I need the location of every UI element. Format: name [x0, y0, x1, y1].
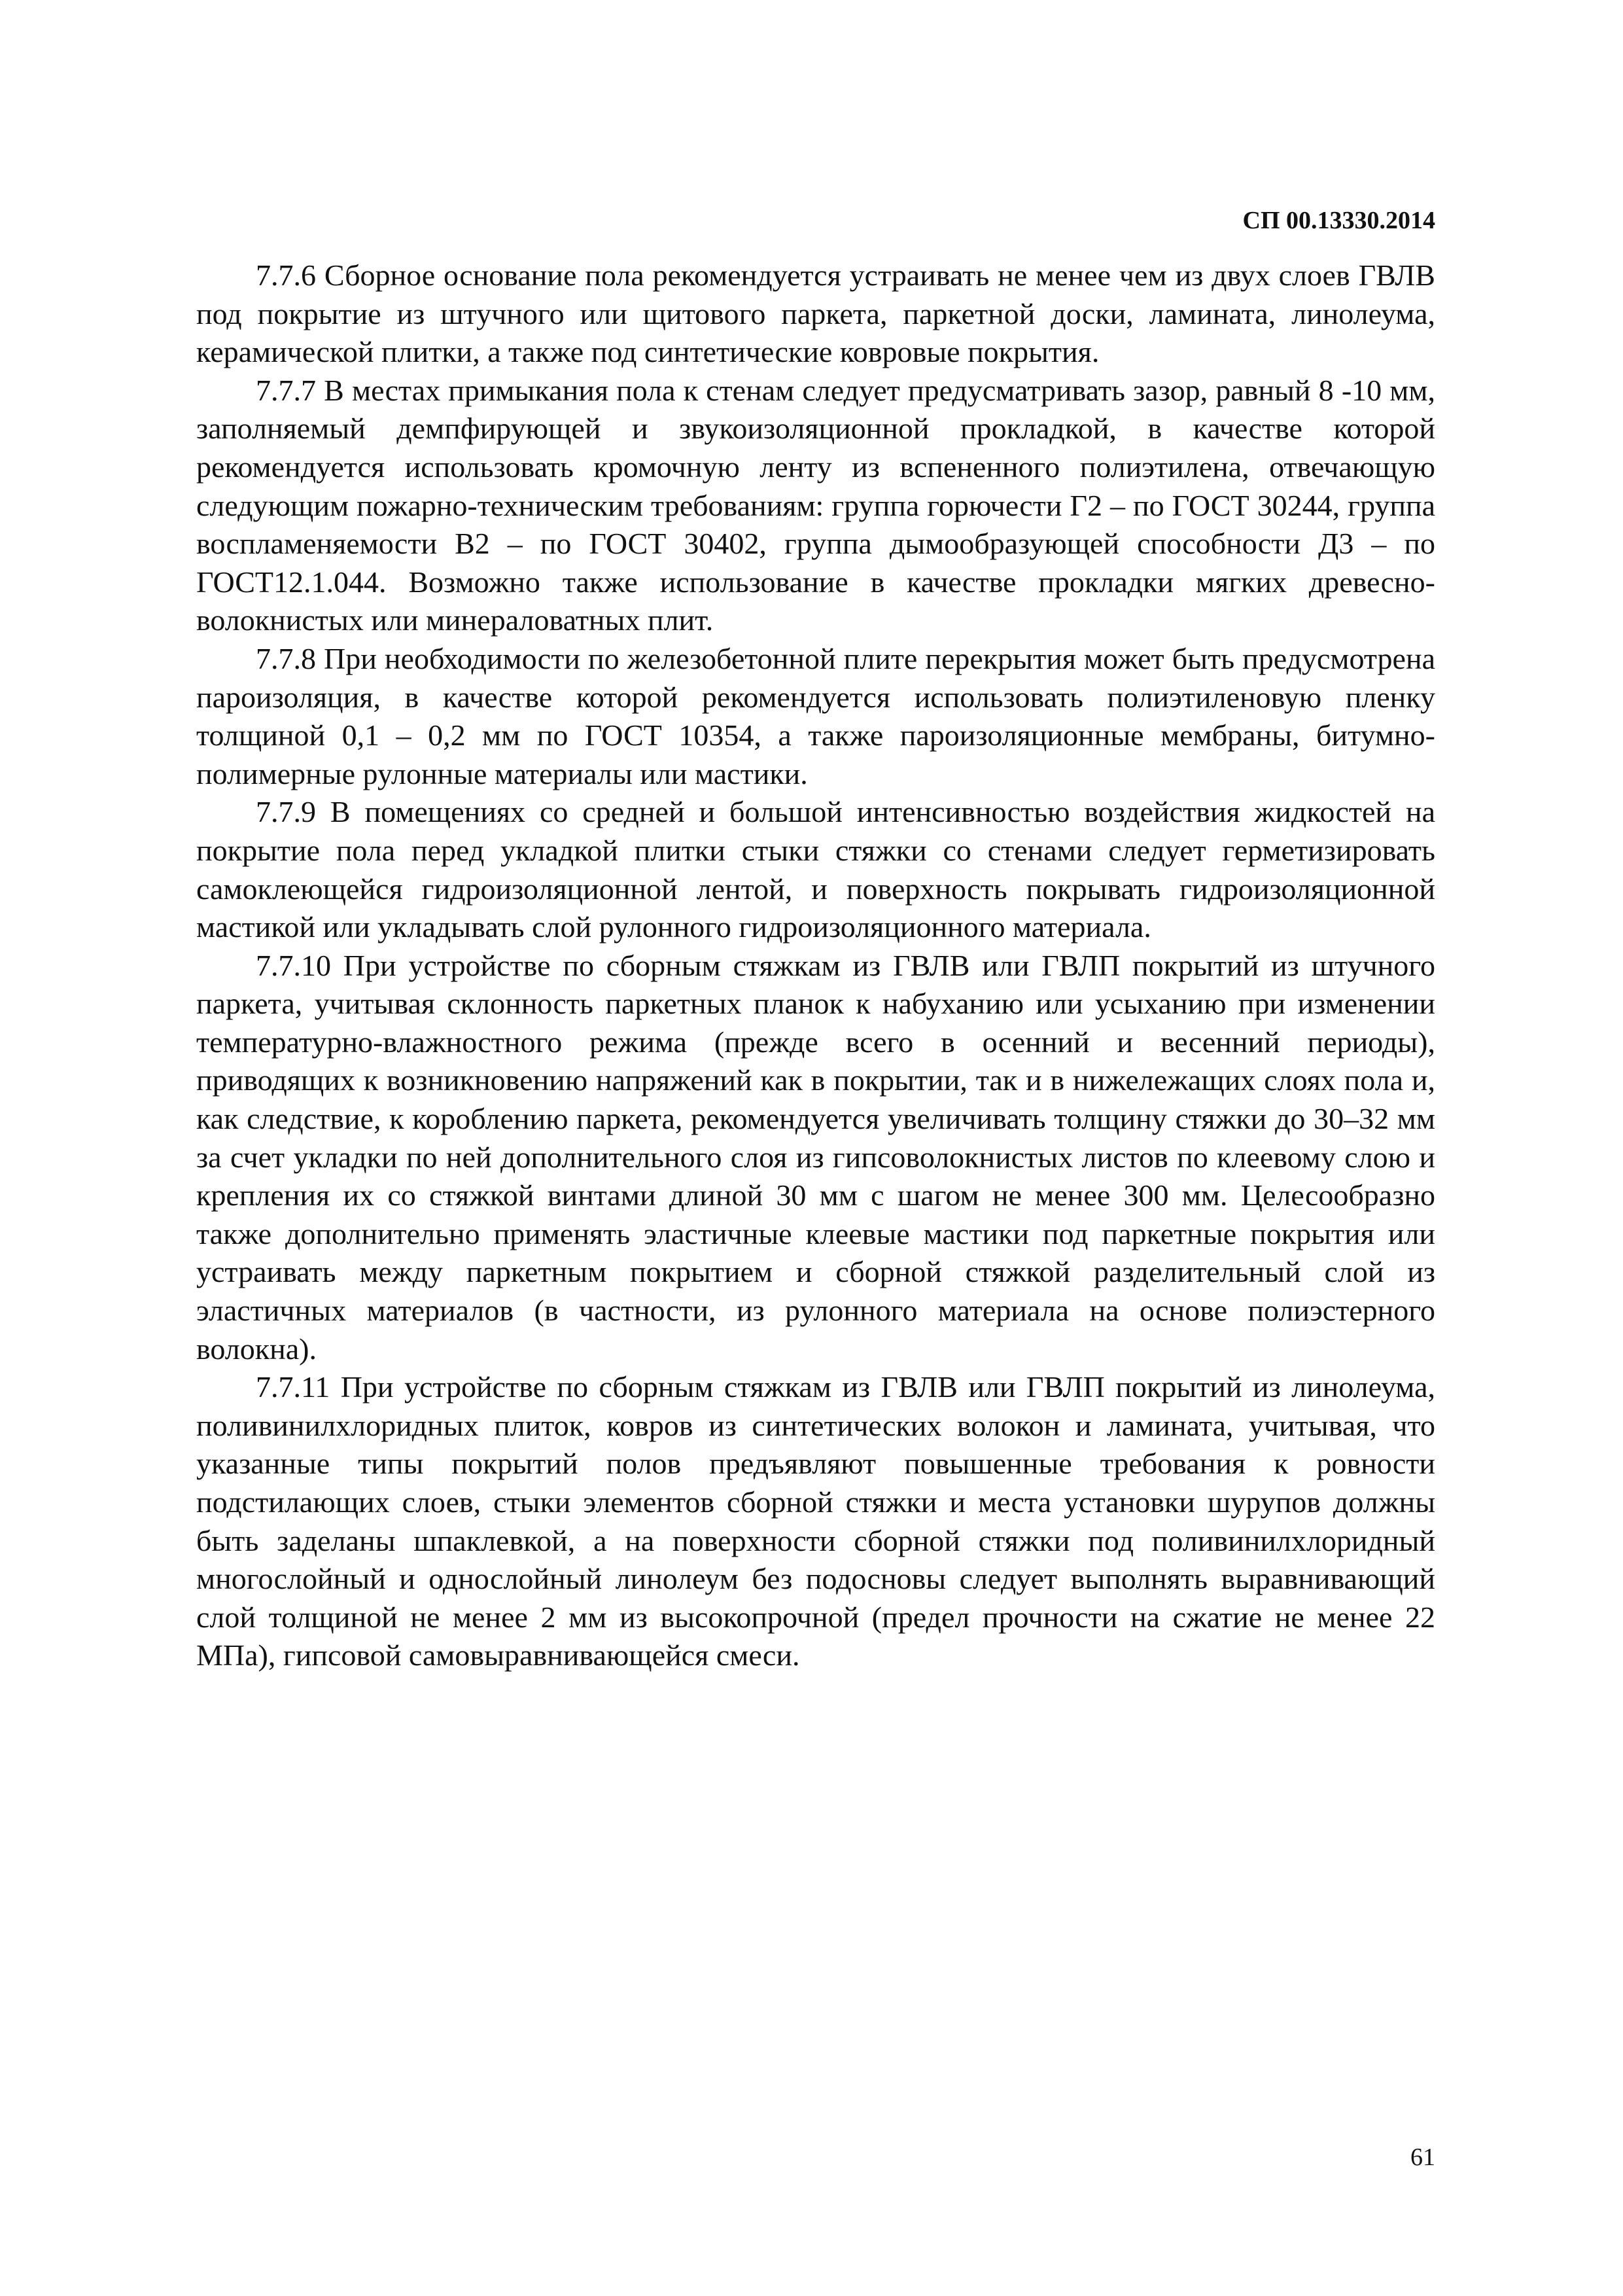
paragraph-7-7-8: 7.7.8 При необходимости по железобетонной плите перекрытия может быть предусмотрена пароизоляция, в качестве которой рекомендуется использовать полиэтиленовую пленку толщиной 0,1 – 0,2 мм по ГОСТ 10354, а также пароизоляционные мембраны, битумно-полимерные рулонные материалы или мастики. [196, 641, 1435, 790]
paragraph-7-7-11: 7.7.11 При устройстве по сборным стяжкам из ГВЛВ или ГВЛП покрытий из линолеума, поливинилхлоридных плиток, ковров из синтетических волокон и ламината, учитывая, что указанные типы покрытий полов предъявляют повышенные требования к ровности подстилающих слоев, стыки элементов сборной стяжки и места установки шурупов должны быть заделаны шпаклевкой, а на поверхности сборной стяжки под поливинилхлоридный многослойный и однослойный линолеум без подосновы следует выполнять выравнивающий слой толщиной не менее 2 мм из высокопрочной (предел прочности на сжатие не менее 22 МПа), гипсовой самовыравнивающейся смеси. [196, 1370, 1435, 1672]
paragraph-7-7-9: 7.7.9 В помещениях со средней и большой интенсивностью воздействия жидкостей на покрытие пола перед укладкой плитки стыки стяжки со стенами следует герметизировать самоклеющейся гидроизоляционной лентой, и поверхность покрывать гидроизоляционной мастикой или укладывать слой рулонного гидроизоляционного материала. [196, 795, 1435, 944]
page-number: 61 [1410, 2144, 1435, 2171]
paragraph-7-7-7: 7.7.7 В местах примыкания пола к стенам следует предусматривать зазор, равный 8 -10 мм, заполняемый демпфирующей и звукоизоляционной прокладкой, в качестве которой рекомендуется использовать кромочную ленту из вспененного полиэтилена, отвечающую следующим пожарно-техническим требованиям: группа горючести Г2 – по ГОСТ 30244, группа воспламеняемости В2 – по ГОСТ 30402, группа дымообразующей способности Д3 – по ГОСТ12.1.044. Возможно также использование в качестве прокладки мягких древесно-волокнистых или минераловатных плит. [196, 373, 1435, 637]
paragraph-7-7-6: 7.7.6 Сборное основание пола рекомендуется устраивать не менее чем из двух слоев ГВЛВ под покрытие из штучного или щитового паркета, паркетной доски, ламината, линолеума, керамической плитки, а также под синтетические ковровые покрытия. [196, 258, 1435, 369]
paragraph-7-7-10: 7.7.10 При устройстве по сборным стяжкам из ГВЛВ или ГВЛП покрытий из штучного паркета, учитывая склонность паркетных планок к набуханию или усыханию при изменении температурно-влажностного режима (прежде всего в осенний и весенний периоды), приводящих к возникновению напряжений как в покрытии, так и в нижележащих слоях пола и, как следствие, к короблению паркета, рекомендуется увеличивать толщину стяжки до 30–32 мм за счет укладки по ней дополнительного слоя из гипсоволокнистых листов по клеевому слою и крепления их со стяжкой винтами длиной 30 мм с шагом не менее 300 мм. Целесообразно также дополнительно применять эластичные клеевые мастики под паркетные покрытия или устраивать между паркетным покрытием и сборной стяжкой разделительный слой из эластичных материалов (в частности, из рулонного материала на основе полиэстерного волокна). [196, 948, 1435, 1366]
document-code-header: СП 00.13330.2014 [1242, 207, 1435, 234]
body-text [196, 256, 1435, 1675]
